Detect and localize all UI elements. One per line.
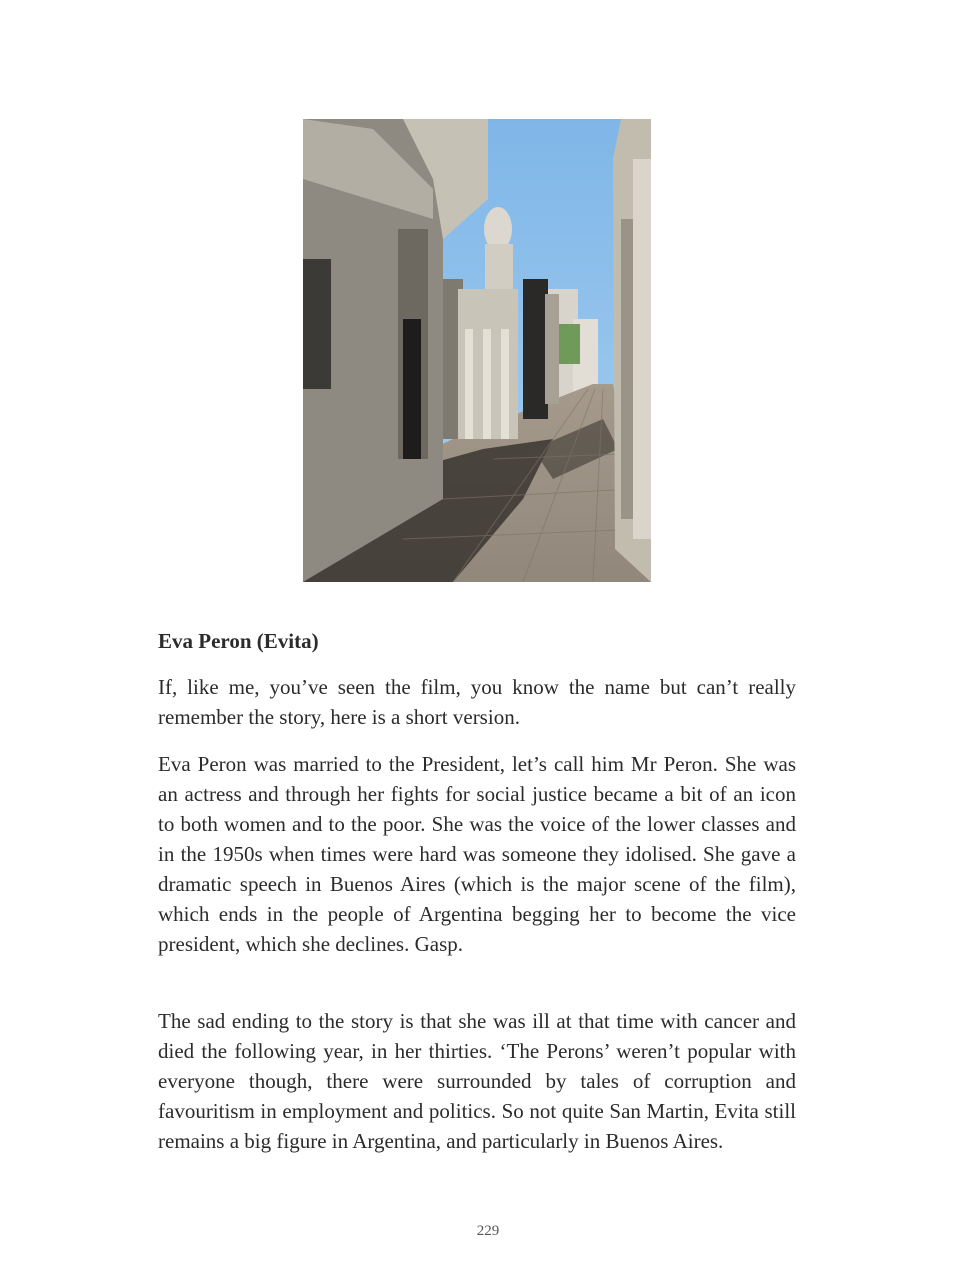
cemetery-photo bbox=[303, 119, 651, 582]
paragraph-ending: The sad ending to the story is that she was ill at that time with cancer and died the following year, in her thirties. ‘The Perons’ weren’t popular with everyone though, there were surrounded by tales of corruption and favouritism in employment and politics. So not quite San Martin, Evita still remains a big figure in Argentina, and particularly in Buenos Aires. bbox=[158, 1009, 796, 1153]
paragraph-intro: If, like me, you’ve seen the film, you know the name but can’t really remember the story, here is a short version. bbox=[158, 675, 796, 729]
paragraph-story: Eva Peron was married to the President, let’s call him Mr Peron. She was an actress and through her fights for social justice became a bit of an icon to both women and to the poor. She was the voice of the lower classes and in the 1950s when times were hard was someone they idolised. She gave a dramatic speech in Buenos Aires (which is the major scene of the film), which ends in the people of Argentina begging her to become the vice president, which she declines. Gasp. bbox=[158, 752, 796, 956]
section-heading: Eva Peron (Evita) bbox=[158, 629, 319, 653]
page-number: 229 bbox=[476, 1223, 500, 1239]
